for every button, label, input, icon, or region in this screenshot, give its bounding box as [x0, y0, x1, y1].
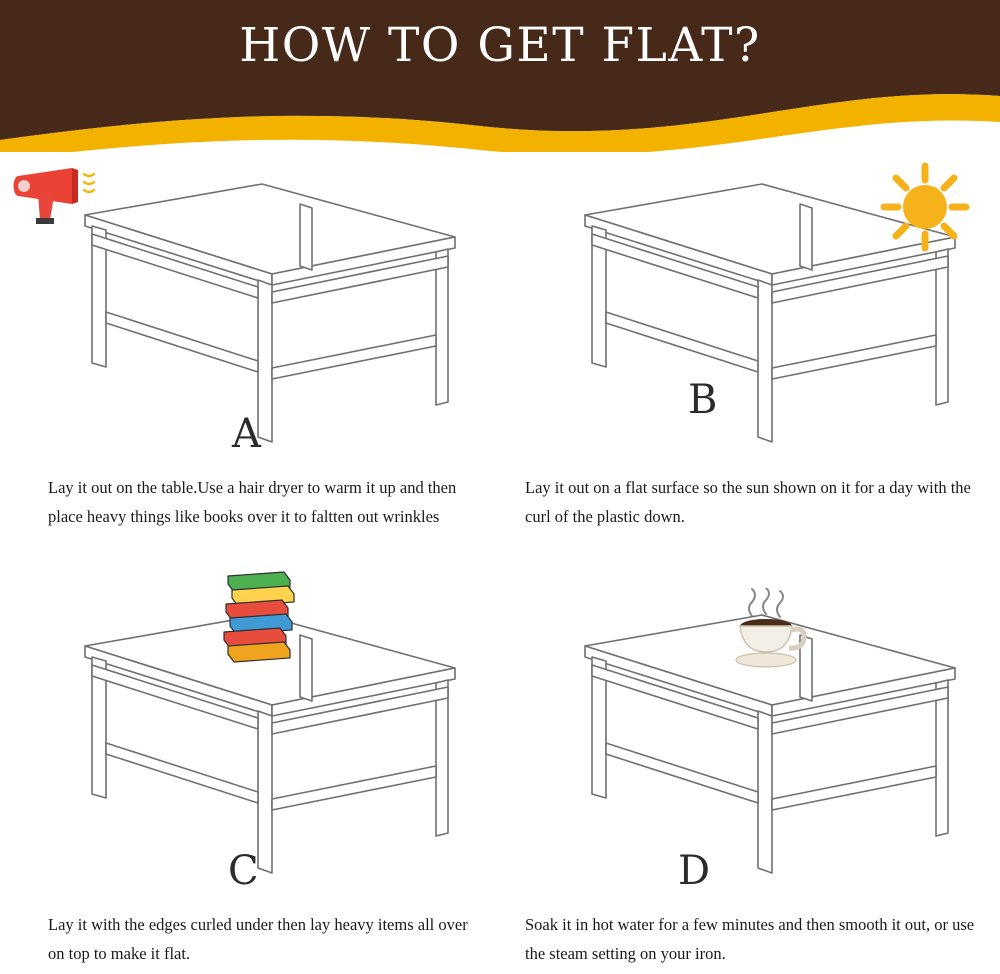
panel-d-caption: Soak it in hot water for a few minutes and then smooth it out, or use the steam setting on your iron. [525, 915, 975, 963]
panel-d [500, 563, 1000, 974]
hair-dryer-icon [10, 158, 120, 228]
panel-a-caption: Lay it out on the table.Use a hair dryer to warm it up and then place heavy things like books over it to faltten out wrinkles [48, 478, 457, 526]
panel-c-letter: C [228, 848, 259, 894]
header-banner [0, 0, 1000, 152]
panel-b [500, 152, 1000, 563]
panel-a-letter: A [232, 411, 261, 457]
panel-c [0, 563, 500, 974]
stack-of-books-icon [210, 560, 330, 670]
panel-b-caption: Lay it out on a flat surface so the sun shown on it for a day with the curl of the plastic down. [525, 478, 971, 526]
panels-grid [0, 152, 1000, 974]
page-title: HOW TO GET FLAT? [239, 18, 761, 73]
panel-b-letter: B [688, 377, 718, 423]
panel-c-caption: Lay it with the edges curled under then lay heavy items all over on top to make it flat. [48, 915, 468, 963]
sun-icon [870, 152, 980, 262]
panel-a [0, 152, 500, 563]
coffee-cup-icon [712, 588, 822, 678]
panel-d-letter: D [678, 848, 711, 894]
